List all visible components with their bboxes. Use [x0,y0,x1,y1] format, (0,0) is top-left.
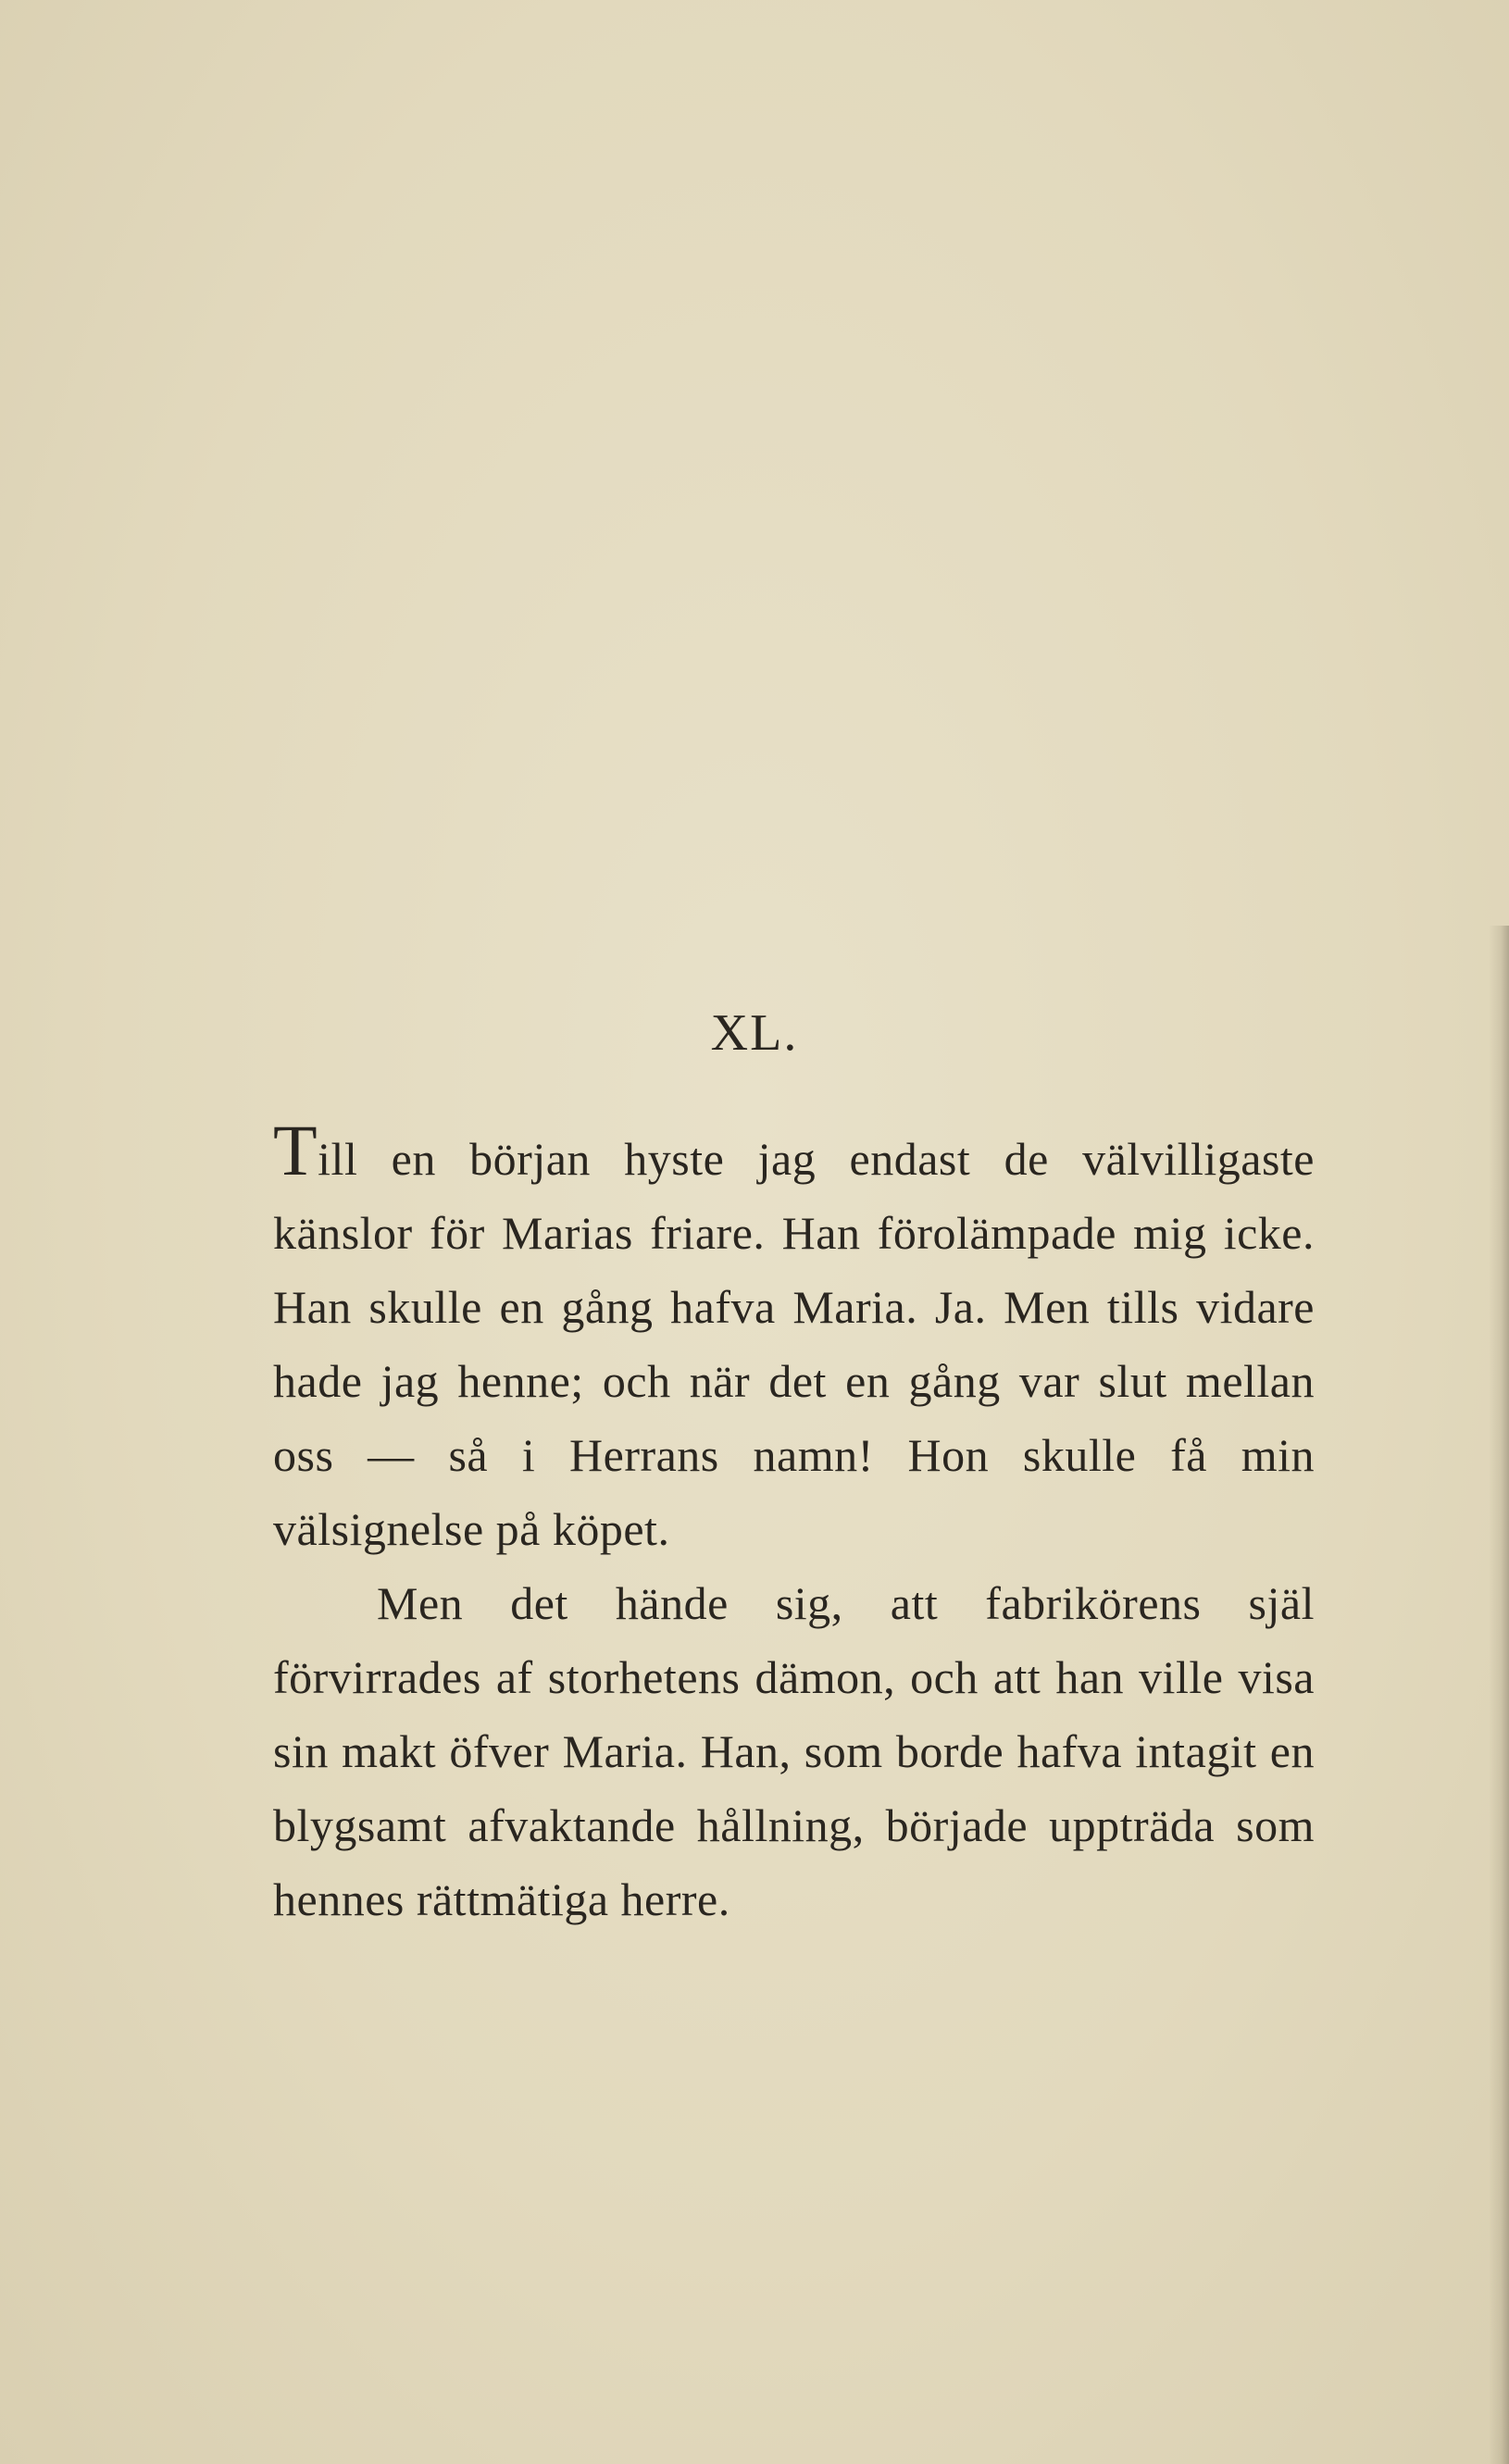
paragraph-1-text: ill en början hyste jag endast de välvilligaste känslor för Marias friare. Han förolämpade mig icke. Han skulle en gång hafva Maria. Ja. Men tills vidare hade jag henne; och när det en gång var slut mellan oss — så i Herrans namn! Hon skulle få min välsignelse på köpet. [273,1133,1315,1555]
body-text [273,1110,1315,1936]
page-edge-shadow [1489,926,1509,2464]
paragraph-2: Men det hände sig, att fabrikörens själ förvirrades af storhetens dämon, och att han ville visa sin makt öfver Maria. Han, som borde hafva intagit en blygsamt afvaktande hållning, började uppträda som hennes rättmätiga herre. [273,1577,1315,1925]
drop-cap: T [273,1110,318,1190]
chapter-heading: XL. [710,1004,799,1062]
paragraph-1 [273,1110,1315,1566]
